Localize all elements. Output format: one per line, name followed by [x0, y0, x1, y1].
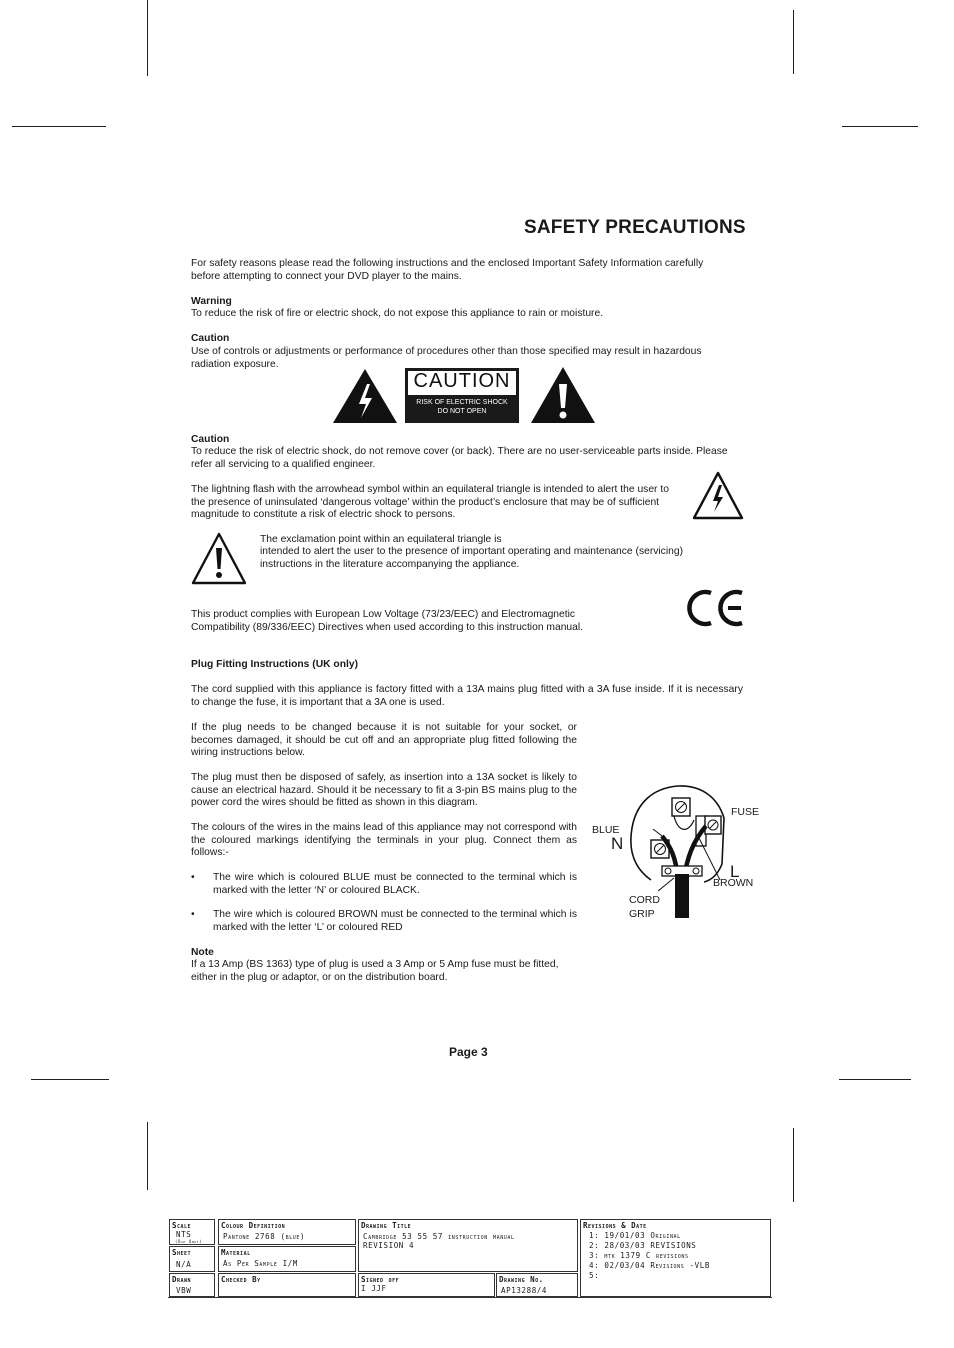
plug-bullet-2: The wire which is coloured BROWN must be connected to the terminal which is marked with the letter ‘L’ or coloured RED — [213, 909, 577, 933]
checked-label: Checked By — [221, 1275, 261, 1284]
sheet-cell — [169, 1246, 215, 1272]
page-number: Page 3 — [449, 1045, 488, 1059]
plug-paragraph-1: The cord supplied with this appliance is factory fitted with a 13A mains plug fitted with a 3A fuse inside. If it is necessary to change the fuse, it is important that a 3A one is used. — [191, 684, 743, 708]
drawing-title-value-2: REVISION 4 — [363, 1241, 415, 1250]
plug-paragraph-4: The colours of the wires in the mains lead of this appliance may not correspond with the coloured markings identifying the terminals in your plug. Connect them as follows:- — [191, 822, 577, 859]
drawing-no-value: AP13288/4 — [501, 1286, 548, 1295]
colour-label: Colour Definition — [221, 1221, 286, 1230]
plug-bullet-1: The wire which is coloured BLUE must be connected to the terminal which is marked with the letter ‘N’ or coloured BLACK. — [213, 872, 577, 896]
scale-cell — [169, 1219, 215, 1245]
sheet-label: Sheet — [172, 1248, 192, 1257]
plug-paragraph-3: The plug must then be disposed of safely, as insertion into a 13A socket is likely to cause an electrical hazard. Should it be necessary to fit a 3-pin BS mains plug to the power cord the wires should be fitted as shown in this diagram. — [191, 772, 577, 809]
exclamation-explanation-2: intended to alert the user to the presence of important operating and maintenance (servicing) instructions in the literature accompanying the appliance. — [260, 546, 683, 570]
signed-label: Signed off — [361, 1275, 400, 1284]
caution-label-line2: DO NOT OPEN — [437, 408, 487, 415]
note-text: If a 13 Amp (BS 1363) type of plug is used a 3 Amp or 5 Amp fuse must be fitted, either in the plug or adaptor, or on the distribution board. — [191, 959, 559, 983]
caution-label-line1: RISK OF ELECTRIC SHOCK — [416, 399, 508, 406]
drawing-no-cell — [496, 1273, 578, 1297]
lightning-triangle-icon — [692, 470, 744, 522]
diagram-label-brown: BROWN — [713, 877, 754, 889]
signed-cell — [358, 1273, 495, 1297]
intro-paragraph: For safety reasons please read the following instructions and the enclosed Important Safety Information carefully before attempting to connect your DVD player to the mains. — [191, 258, 704, 282]
checked-cell — [218, 1273, 356, 1297]
plug-paragraph-2: If the plug needs to be changed because it is not suitable for your socket, or becomes damaged, it should be cut off and an appropriate plug fitted following the wiring instructions below. — [191, 722, 577, 759]
revision-entry: 5: — [589, 1271, 600, 1280]
material-cell — [218, 1246, 356, 1272]
crop-mark — [147, 0, 148, 76]
exclamation-triangle-icon — [190, 531, 248, 587]
revision-entry: 4: 02/03/04 Revisions -VLB — [589, 1261, 710, 1270]
material-label: Material — [221, 1248, 251, 1257]
exclamation-warning-icon — [528, 364, 598, 426]
drawing-title-cell — [358, 1219, 578, 1272]
drawn-cell — [169, 1273, 215, 1297]
crop-mark — [793, 10, 794, 74]
warning-text: To reduce the risk of fire or electric shock, do not expose this appliance to rain or moisture. — [191, 308, 604, 319]
diagram-label-grip: GRIP — [629, 908, 655, 920]
revision-entry: 3: mtk 1379 C revisions — [589, 1251, 689, 1260]
caution-text-2: To reduce the risk of electric shock, do not remove cover (or back). There are no user-serviceable parts inside. Please refer all servicing to a qualified engineer. — [191, 446, 728, 470]
title-block — [168, 1219, 772, 1299]
drawing-title-value-1: Cambridge 53 55 57 instruction manual — [363, 1232, 515, 1241]
page-title: SAFETY PRECAUTIONS — [524, 217, 746, 238]
diagram-label-l: L — [730, 862, 740, 881]
bullet-marker: • — [191, 872, 195, 883]
diagram-label-fuse: FUSE — [731, 806, 760, 818]
lightning-explanation: The lightning flash with the arrowhead symbol within an equilateral triangle is intended to alert the user to the presence of uninsulated ‘dangerous voltage’ within the product’s enclosure that may be of sufficient magnitude to constitute a risk of electric shock to persons. — [191, 484, 669, 521]
signed-value: I JJF — [361, 1284, 387, 1293]
revision-entry: 2: 28/03/03 REVISIONS — [589, 1241, 697, 1250]
caution-heading: Caution — [191, 333, 230, 344]
drawing-title-label: Drawing Title — [361, 1221, 412, 1230]
revision-entry: 1: 19/01/03 Original — [589, 1231, 681, 1240]
colour-cell — [218, 1219, 356, 1245]
diagram-label-n: N — [611, 834, 624, 853]
lightning-warning-icon — [330, 366, 400, 426]
revisions-cell — [580, 1219, 771, 1297]
crop-mark — [12, 126, 106, 127]
colour-value: Pantone 2768 (blue) — [223, 1232, 306, 1241]
plug-heading: Plug Fitting Instructions (UK only) — [191, 659, 359, 670]
material-value: As Per Sample I/M — [223, 1259, 298, 1268]
diagram-label-blue: BLUE — [592, 824, 620, 836]
caution-heading-2: Caution — [191, 434, 230, 445]
crop-mark — [793, 1128, 794, 1202]
caution-text: Use of controls or adjustments or performance of procedures other than those specified may result in hazardous radiation exposure. — [191, 346, 702, 370]
caution-label-title: CAUTION — [413, 370, 511, 392]
crop-mark — [839, 1079, 911, 1080]
revisions-label: Revisions & Date — [583, 1221, 647, 1230]
crop-mark — [147, 1122, 148, 1190]
sheet-value: N/A — [176, 1260, 192, 1269]
bullet-marker: • — [191, 909, 195, 920]
ce-mark-icon — [684, 586, 746, 630]
crop-mark — [842, 126, 918, 127]
warning-heading: Warning — [191, 296, 232, 307]
scale-value: NTS — [176, 1230, 192, 1239]
caution-label — [405, 368, 519, 423]
diagram-label-cord: CORD — [629, 894, 660, 906]
drawn-label: Drawn — [172, 1275, 192, 1284]
crop-mark — [31, 1079, 109, 1080]
scale-label: Scale — [172, 1221, 192, 1230]
scale-note: (Dae Onut) — [175, 1239, 203, 1244]
ce-compliance-text: This product complies with European Low Voltage (73/23/EEC) and Electromagnetic Compatibility (89/336/EEC) Directives when used according to this instruction manual. — [191, 609, 584, 633]
note-heading: Note — [191, 947, 214, 958]
drawn-value: VBW — [176, 1286, 192, 1295]
exclamation-explanation-1: The exclamation point within an equilateral triangle is — [260, 534, 502, 545]
drawing-no-label: Drawing No. — [499, 1275, 544, 1284]
